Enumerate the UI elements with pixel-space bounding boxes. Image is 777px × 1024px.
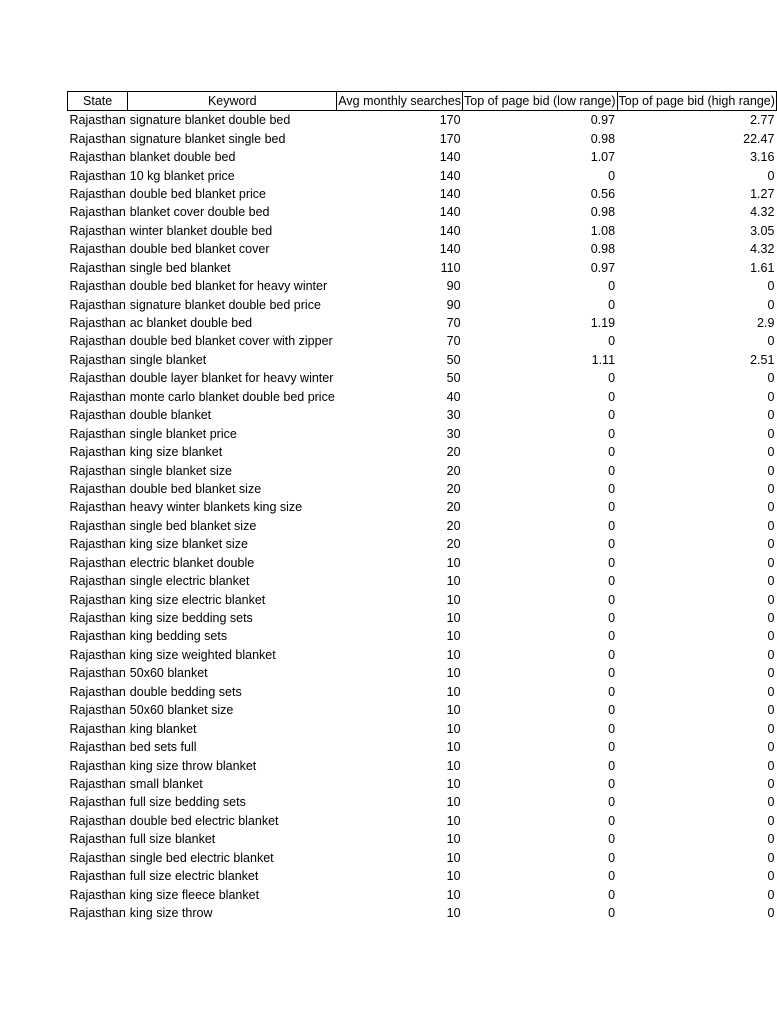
cell-bid-high: 0 xyxy=(767,500,775,515)
cell-state: Rajasthan xyxy=(69,555,126,570)
table-row xyxy=(68,332,777,350)
header-bid-high xyxy=(617,92,776,111)
cell-state: Rajasthan xyxy=(69,574,126,589)
cell-bid-low: 0 xyxy=(608,537,616,552)
cell-monthly-searches: 90 xyxy=(446,297,461,312)
table-row xyxy=(68,885,777,903)
cell-state: Rajasthan xyxy=(69,481,126,496)
cell-bid-high: 2.51 xyxy=(750,352,775,367)
cell-state: Rajasthan xyxy=(69,186,126,201)
cell-bid-high: 0 xyxy=(767,795,775,810)
cell-bid-high: 0 xyxy=(767,518,775,533)
keyword-table xyxy=(67,91,777,922)
cell-bid-high: 0 xyxy=(767,592,775,607)
cell-state: Rajasthan xyxy=(69,150,126,165)
cell-monthly-searches: 20 xyxy=(446,518,461,533)
cell-state: Rajasthan xyxy=(69,500,126,515)
table-row xyxy=(68,664,777,682)
table-row xyxy=(68,424,777,442)
table-row xyxy=(68,719,777,737)
table-row xyxy=(68,148,777,166)
cell-state: Rajasthan xyxy=(69,887,126,902)
cell-bid-high: 0 xyxy=(767,740,775,755)
cell-bid-low: 0 xyxy=(608,518,616,533)
cell-keyword: double bed electric blanket xyxy=(129,813,279,828)
cell-monthly-searches: 30 xyxy=(446,426,461,441)
cell-keyword: full size electric blanket xyxy=(129,869,259,884)
cell-bid-high: 22.47 xyxy=(743,131,775,146)
cell-state: Rajasthan xyxy=(69,113,126,128)
cell-bid-low: 0 xyxy=(608,463,616,478)
cell-bid-high: 3.16 xyxy=(750,150,775,165)
cell-bid-high: 0 xyxy=(767,869,775,884)
cell-monthly-searches: 20 xyxy=(446,445,461,460)
cell-keyword: single bed electric blanket xyxy=(129,850,274,865)
cell-monthly-searches: 10 xyxy=(446,684,461,699)
cell-bid-low: 0.97 xyxy=(590,260,616,275)
cell-monthly-searches: 10 xyxy=(446,887,461,902)
cell-monthly-searches: 10 xyxy=(446,555,461,570)
cell-monthly-searches: 140 xyxy=(439,186,461,201)
cell-state: Rajasthan xyxy=(69,205,126,220)
cell-bid-high: 0 xyxy=(767,887,775,902)
cell-state: Rajasthan xyxy=(69,721,126,736)
cell-keyword: double bed blanket cover xyxy=(129,242,270,257)
cell-monthly-searches: 20 xyxy=(446,537,461,552)
cell-keyword: king size throw blanket xyxy=(129,758,257,773)
cell-state: Rajasthan xyxy=(69,758,126,773)
cell-bid-high: 0 xyxy=(767,776,775,791)
cell-bid-low: 0 xyxy=(608,629,616,644)
cell-bid-low: 0.98 xyxy=(590,242,616,257)
cell-state: Rajasthan xyxy=(69,703,126,718)
cell-bid-high: 0 xyxy=(767,684,775,699)
cell-bid-low: 0 xyxy=(608,297,616,312)
cell-bid-high: 0 xyxy=(767,537,775,552)
cell-bid-low: 0 xyxy=(608,426,616,441)
cell-keyword: 50x60 blanket xyxy=(129,666,208,681)
cell-keyword: double bedding sets xyxy=(129,684,242,699)
cell-monthly-searches: 30 xyxy=(446,408,461,423)
table-row xyxy=(68,111,777,130)
cell-monthly-searches: 90 xyxy=(446,279,461,294)
table-row xyxy=(68,793,777,811)
cell-bid-low: 0 xyxy=(608,758,616,773)
cell-bid-high: 2.77 xyxy=(750,113,775,128)
cell-bid-high: 0 xyxy=(767,445,775,460)
cell-monthly-searches: 140 xyxy=(439,242,461,257)
cell-bid-high: 4.32 xyxy=(750,205,775,220)
cell-bid-low: 0.56 xyxy=(590,186,616,201)
cell-keyword: single bed blanket xyxy=(129,260,231,275)
table-row xyxy=(68,480,777,498)
cell-monthly-searches: 10 xyxy=(446,758,461,773)
cell-monthly-searches: 70 xyxy=(446,316,461,331)
cell-bid-high: 0 xyxy=(767,389,775,404)
table-body xyxy=(68,111,777,923)
cell-bid-high: 2.9 xyxy=(757,316,775,331)
cell-bid-low: 0 xyxy=(608,279,616,294)
cell-state: Rajasthan xyxy=(69,334,126,349)
cell-monthly-searches: 20 xyxy=(446,463,461,478)
cell-bid-high: 1.27 xyxy=(750,186,775,201)
cell-bid-high: 0 xyxy=(767,906,775,921)
table-row xyxy=(68,904,777,922)
cell-monthly-searches: 10 xyxy=(446,721,461,736)
table-row xyxy=(68,812,777,830)
cell-keyword: king bedding sets xyxy=(129,629,228,644)
cell-keyword: double bed blanket price xyxy=(129,186,267,201)
cell-bid-high: 0 xyxy=(767,408,775,423)
cell-keyword: 10 kg blanket price xyxy=(129,168,235,183)
cell-state: Rajasthan xyxy=(69,629,126,644)
cell-state: Rajasthan xyxy=(69,537,126,552)
cell-monthly-searches: 40 xyxy=(446,389,461,404)
cell-monthly-searches: 10 xyxy=(446,906,461,921)
cell-keyword: single blanket price xyxy=(129,426,237,441)
cell-keyword: signature blanket double bed xyxy=(129,113,291,128)
cell-monthly-searches: 20 xyxy=(446,481,461,496)
cell-keyword: single blanket xyxy=(129,352,207,367)
cell-bid-low: 0 xyxy=(608,813,616,828)
cell-bid-high: 0 xyxy=(767,647,775,662)
table-row xyxy=(68,590,777,608)
cell-bid-low: 0 xyxy=(608,684,616,699)
cell-monthly-searches: 10 xyxy=(446,703,461,718)
table-row xyxy=(68,240,777,258)
table-row xyxy=(68,185,777,203)
cell-monthly-searches: 170 xyxy=(439,131,461,146)
cell-bid-low: 1.11 xyxy=(591,352,616,367)
table-row xyxy=(68,295,777,313)
cell-bid-low: 0 xyxy=(608,481,616,496)
cell-state: Rajasthan xyxy=(69,776,126,791)
cell-bid-low: 0 xyxy=(608,389,616,404)
header-monthly-searches-text: Avg monthly searches xyxy=(338,93,462,108)
cell-bid-low: 0 xyxy=(608,776,616,791)
cell-state: Rajasthan xyxy=(69,813,126,828)
table-row xyxy=(68,775,777,793)
cell-state: Rajasthan xyxy=(69,260,126,275)
cell-monthly-searches: 10 xyxy=(446,574,461,589)
table-row xyxy=(68,314,777,332)
cell-bid-low: 0 xyxy=(608,371,616,386)
table-row xyxy=(68,388,777,406)
cell-bid-low: 0 xyxy=(608,906,616,921)
cell-keyword: heavy winter blankets king size xyxy=(129,500,303,515)
cell-bid-high: 4.32 xyxy=(750,242,775,257)
cell-keyword: signature blanket single bed xyxy=(129,131,286,146)
cell-bid-high: 0 xyxy=(767,629,775,644)
cell-bid-high: 0 xyxy=(767,168,775,183)
table-row xyxy=(68,683,777,701)
cell-state: Rajasthan xyxy=(69,684,126,699)
cell-monthly-searches: 10 xyxy=(446,629,461,644)
table-row xyxy=(68,572,777,590)
cell-monthly-searches: 10 xyxy=(446,869,461,884)
cell-bid-low: 0 xyxy=(608,168,616,183)
cell-keyword: blanket double bed xyxy=(129,150,236,165)
table-row xyxy=(68,756,777,774)
cell-keyword: full size bedding sets xyxy=(129,795,246,810)
cell-monthly-searches: 170 xyxy=(439,113,461,128)
cell-state: Rajasthan xyxy=(69,279,126,294)
cell-monthly-searches: 70 xyxy=(446,334,461,349)
cell-keyword: double bed blanket size xyxy=(129,481,262,496)
cell-bid-high: 0 xyxy=(767,666,775,681)
cell-monthly-searches: 10 xyxy=(446,813,461,828)
header-state: State xyxy=(68,92,128,111)
cell-bid-low: 1.19 xyxy=(590,316,616,331)
table-row xyxy=(68,849,777,867)
table-row xyxy=(68,277,777,295)
cell-bid-low: 0 xyxy=(608,740,616,755)
cell-monthly-searches: 10 xyxy=(446,795,461,810)
cell-monthly-searches: 140 xyxy=(439,205,461,220)
cell-monthly-searches: 10 xyxy=(446,647,461,662)
cell-monthly-searches: 50 xyxy=(446,371,461,386)
cell-monthly-searches: 10 xyxy=(446,776,461,791)
cell-keyword: double layer blanket for heavy winter xyxy=(129,371,334,386)
cell-bid-low: 0 xyxy=(608,445,616,460)
cell-bid-high: 0 xyxy=(767,574,775,589)
header-row xyxy=(68,92,777,111)
cell-monthly-searches: 10 xyxy=(446,611,461,626)
table-row xyxy=(68,351,777,369)
cell-bid-high: 0 xyxy=(767,334,775,349)
header-bid-low-text: Top of page bid (low range) xyxy=(464,93,616,108)
cell-state: Rajasthan xyxy=(69,316,126,331)
cell-state: Rajasthan xyxy=(69,371,126,386)
cell-bid-high: 0 xyxy=(767,463,775,478)
table-row xyxy=(68,129,777,147)
cell-bid-low: 0 xyxy=(608,408,616,423)
cell-monthly-searches: 140 xyxy=(439,223,461,238)
cell-bid-low: 0.98 xyxy=(590,205,616,220)
table-row xyxy=(68,461,777,479)
cell-state: Rajasthan xyxy=(69,463,126,478)
cell-state: Rajasthan xyxy=(69,445,126,460)
cell-bid-high: 0 xyxy=(767,813,775,828)
cell-bid-low: 0 xyxy=(608,795,616,810)
header-bid-high-text: Top of page bid (high range) xyxy=(618,93,775,108)
cell-state: Rajasthan xyxy=(69,832,126,847)
spreadsheet-page xyxy=(67,91,777,922)
cell-keyword: king size weighted blanket xyxy=(129,647,276,662)
cell-keyword: monte carlo blanket double bed price xyxy=(129,389,335,404)
cell-monthly-searches: 10 xyxy=(446,666,461,681)
table-row xyxy=(68,406,777,424)
cell-keyword: king blanket xyxy=(129,721,197,736)
cell-bid-low: 0 xyxy=(608,869,616,884)
cell-keyword: single bed blanket size xyxy=(129,518,257,533)
cell-bid-low: 0 xyxy=(608,666,616,681)
cell-keyword: winter blanket double bed xyxy=(129,223,273,238)
cell-bid-high: 0 xyxy=(767,371,775,386)
header-keyword: Keyword xyxy=(128,92,337,111)
cell-state: Rajasthan xyxy=(69,740,126,755)
cell-state: Rajasthan xyxy=(69,906,126,921)
cell-state: Rajasthan xyxy=(69,592,126,607)
cell-bid-low: 0 xyxy=(608,850,616,865)
table-row xyxy=(68,701,777,719)
cell-bid-high: 0 xyxy=(767,279,775,294)
cell-keyword: blanket cover double bed xyxy=(129,205,270,220)
cell-monthly-searches: 10 xyxy=(446,592,461,607)
cell-monthly-searches: 10 xyxy=(446,850,461,865)
table-row xyxy=(68,443,777,461)
cell-bid-low: 0 xyxy=(608,611,616,626)
cell-state: Rajasthan xyxy=(69,869,126,884)
cell-keyword: ac blanket double bed xyxy=(129,316,253,331)
cell-state: Rajasthan xyxy=(69,168,126,183)
cell-state: Rajasthan xyxy=(69,426,126,441)
cell-bid-low: 0 xyxy=(608,574,616,589)
cell-monthly-searches: 10 xyxy=(446,740,461,755)
cell-bid-high: 0 xyxy=(767,555,775,570)
cell-keyword: 50x60 blanket size xyxy=(129,703,234,718)
cell-bid-high: 0 xyxy=(767,611,775,626)
table-row xyxy=(68,203,777,221)
cell-keyword: signature blanket double bed price xyxy=(129,297,321,312)
cell-bid-high: 0 xyxy=(767,297,775,312)
cell-keyword: double bed blanket for heavy winter xyxy=(129,279,328,294)
cell-keyword: bed sets full xyxy=(129,740,197,755)
cell-state: Rajasthan xyxy=(69,352,126,367)
cell-bid-low: 0 xyxy=(608,887,616,902)
cell-monthly-searches: 140 xyxy=(439,168,461,183)
cell-keyword: single blanket size xyxy=(129,463,232,478)
cell-state: Rajasthan xyxy=(69,408,126,423)
cell-bid-low: 0 xyxy=(608,592,616,607)
table-row xyxy=(68,609,777,627)
cell-monthly-searches: 140 xyxy=(439,150,461,165)
cell-keyword: double blanket xyxy=(129,408,212,423)
cell-bid-high: 0 xyxy=(767,426,775,441)
cell-bid-low: 0 xyxy=(608,832,616,847)
cell-keyword: king size bedding sets xyxy=(129,611,253,626)
cell-monthly-searches: 20 xyxy=(446,500,461,515)
cell-bid-high: 0 xyxy=(767,832,775,847)
table-row xyxy=(68,259,777,277)
header-bid-low xyxy=(463,92,617,111)
cell-keyword: single electric blanket xyxy=(129,574,250,589)
cell-keyword: king size throw xyxy=(129,906,213,921)
cell-state: Rajasthan xyxy=(69,389,126,404)
cell-monthly-searches: 110 xyxy=(440,260,461,275)
table-row xyxy=(68,830,777,848)
table-row xyxy=(68,646,777,664)
cell-keyword: king size blanket xyxy=(129,445,223,460)
cell-bid-high: 0 xyxy=(767,703,775,718)
cell-bid-high: 0 xyxy=(767,758,775,773)
cell-bid-low: 1.08 xyxy=(590,223,616,238)
cell-keyword: king size electric blanket xyxy=(129,592,266,607)
cell-bid-low: 0 xyxy=(608,334,616,349)
cell-state: Rajasthan xyxy=(69,223,126,238)
cell-bid-high: 1.61 xyxy=(750,260,775,275)
table-row xyxy=(68,166,777,184)
cell-keyword: small blanket xyxy=(129,776,203,791)
cell-monthly-searches: 50 xyxy=(446,352,461,367)
cell-state: Rajasthan xyxy=(69,850,126,865)
table-row xyxy=(68,517,777,535)
cell-state: Rajasthan xyxy=(69,518,126,533)
cell-state: Rajasthan xyxy=(69,666,126,681)
cell-bid-high: 0 xyxy=(767,481,775,496)
cell-bid-low: 0 xyxy=(608,703,616,718)
table-row xyxy=(68,222,777,240)
cell-state: Rajasthan xyxy=(69,131,126,146)
header-monthly-searches xyxy=(337,92,463,111)
table-row xyxy=(68,554,777,572)
cell-bid-low: 0 xyxy=(608,647,616,662)
cell-monthly-searches: 10 xyxy=(446,832,461,847)
cell-bid-low: 1.07 xyxy=(590,150,616,165)
cell-state: Rajasthan xyxy=(69,297,126,312)
cell-bid-low: 0 xyxy=(608,500,616,515)
cell-bid-low: 0.97 xyxy=(590,113,616,128)
cell-keyword: electric blanket double xyxy=(129,555,255,570)
cell-state: Rajasthan xyxy=(69,611,126,626)
cell-keyword: full size blanket xyxy=(129,832,216,847)
cell-bid-low: 0 xyxy=(608,555,616,570)
table-row xyxy=(68,738,777,756)
cell-state: Rajasthan xyxy=(69,795,126,810)
table-row xyxy=(68,498,777,516)
table-row xyxy=(68,627,777,645)
table-row xyxy=(68,369,777,387)
cell-state: Rajasthan xyxy=(69,647,126,662)
cell-keyword: king size fleece blanket xyxy=(129,887,260,902)
cell-bid-low: 0 xyxy=(608,721,616,736)
cell-bid-high: 0 xyxy=(767,850,775,865)
cell-keyword: king size blanket size xyxy=(129,537,248,552)
table-row xyxy=(68,867,777,885)
cell-keyword: double bed blanket cover with zipper xyxy=(129,334,333,349)
cell-bid-high: 3.05 xyxy=(750,223,775,238)
cell-state: Rajasthan xyxy=(69,242,126,257)
table-row xyxy=(68,535,777,553)
cell-bid-low: 0.98 xyxy=(590,131,616,146)
cell-bid-high: 0 xyxy=(767,721,775,736)
